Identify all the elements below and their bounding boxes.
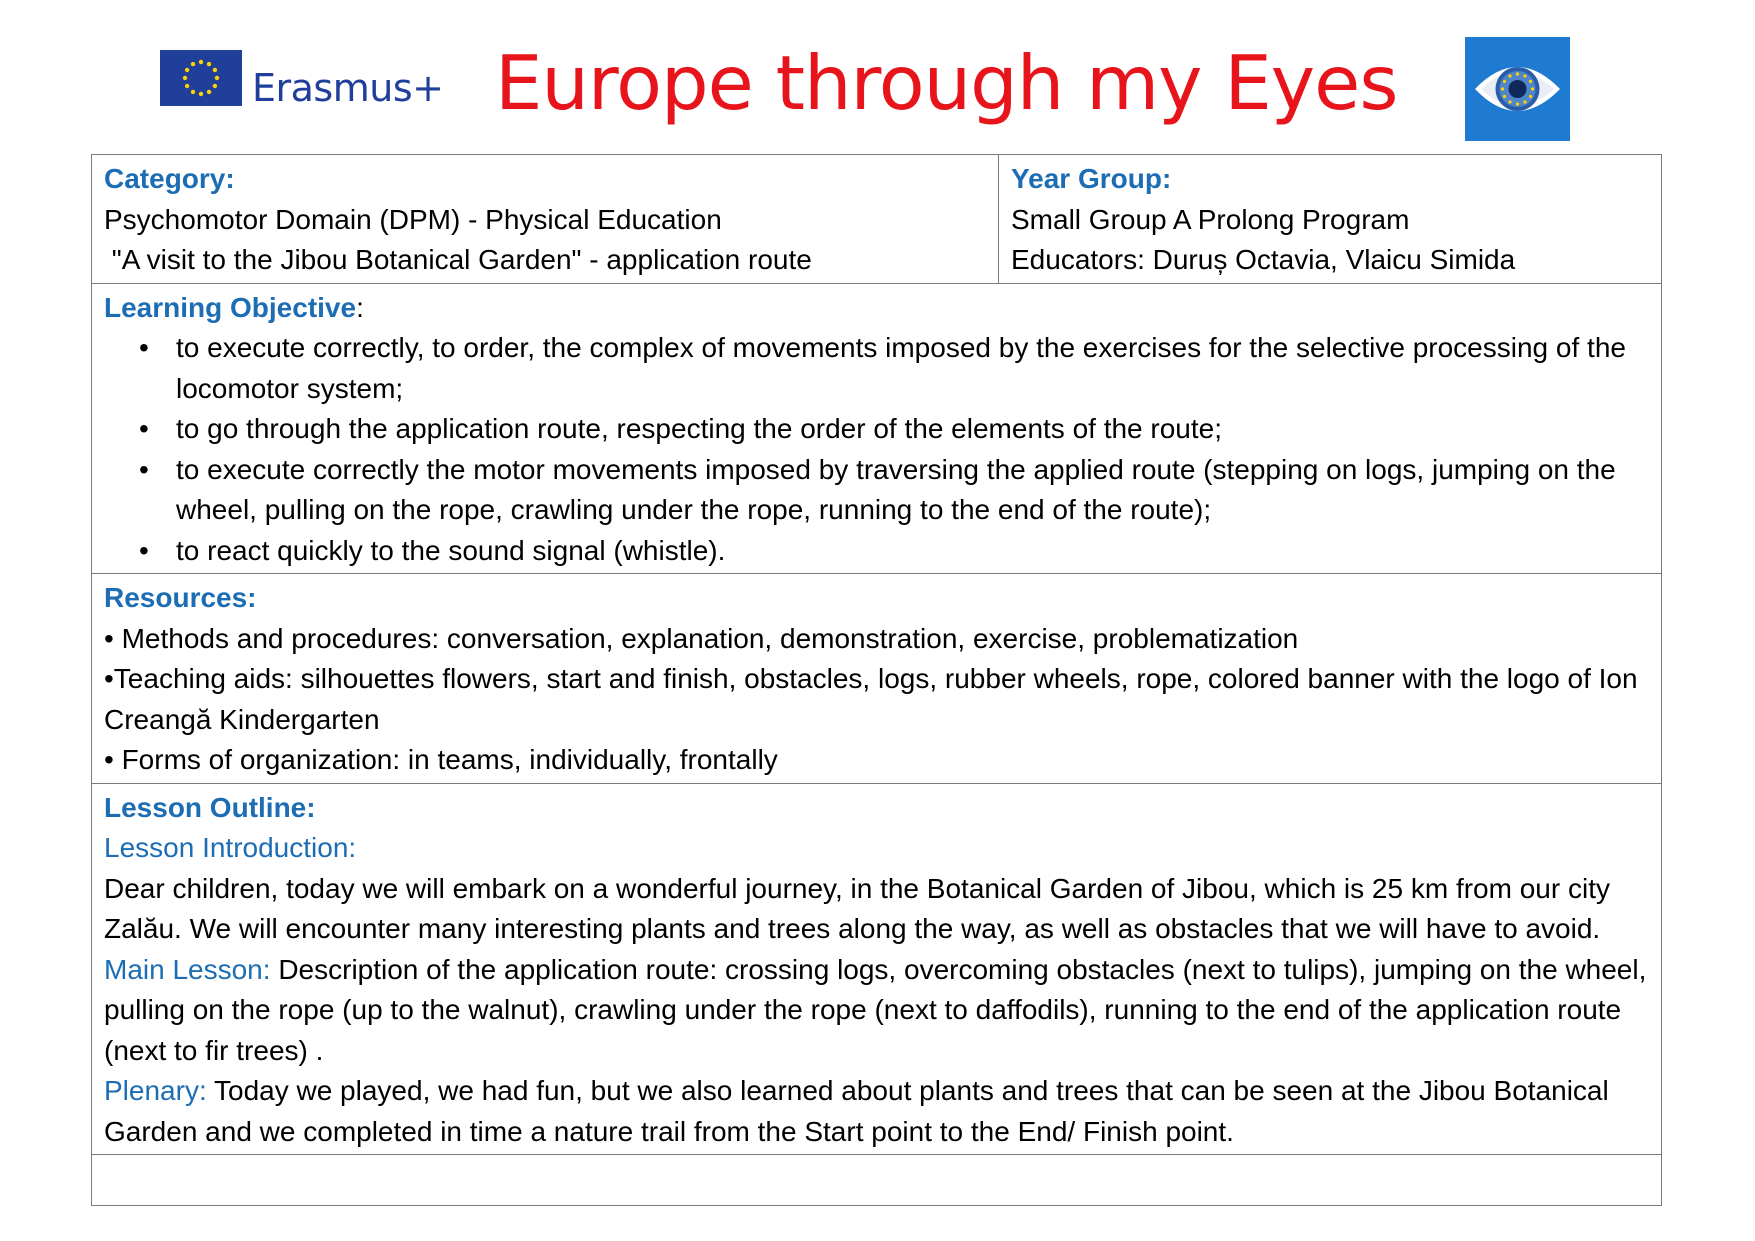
year-group-heading: Year Group: (1011, 163, 1172, 194)
learning-objective-cell (92, 283, 1662, 574)
empty-cell (92, 1155, 1662, 1206)
row-learning-objective (92, 283, 1662, 574)
lesson-intro-text: Dear children, today we will embark on a wonderful journey, in the Botanical Garden of Jibou, which is 25 km from our city Zalău. We will encounter many interesting plants and trees along the way, as well as obstacles that we will have to avoid. (104, 872, 1610, 944)
resources-line: • Forms of organization: in teams, individually, frontally (104, 744, 778, 775)
list-item: • to execute correctly the motor movements imposed by traversing the applied route (stepping on logs, jumping on the wheel, pulling on the rope, crawling under the rope, running to the end of the route); (176, 450, 1651, 531)
list-item: • to execute correctly, to order, the complex of movements imposed by the exercises for the selective processing of the locomotor system; (176, 328, 1651, 409)
main-lesson-text: Description of the application route: crossing logs, overcoming obstacles (next to tulips), jumping on the wheel, pulling on the rope (up to the walnut), crawling under the rope (next to daffodils), running to the end of the application route (next to fir trees) . (104, 953, 1647, 1066)
list-item: • to go through the application route, respecting the order of the elements of the route; (176, 409, 1651, 450)
year-group-line: Small Group A Prolong Program (1011, 203, 1410, 235)
category-line: Psychomotor Domain (DPM) - Physical Education (104, 203, 722, 235)
erasmus-brand-text: Erasmus+ (252, 66, 444, 110)
row-resources (92, 574, 1662, 784)
plenary-text: Today we played, we had fun, but we also learned about plants and trees that can be seen at the Jibou Botanical Garden and we completed in time a nature trail from the Start point to the End/ Finish point. (104, 1075, 1609, 1147)
main-lesson-label: Main Lesson: (104, 953, 271, 985)
page-title: Europe through my Eyes (495, 39, 1398, 127)
plenary-label: Plenary: (104, 1075, 207, 1106)
erasmus-logo (160, 50, 444, 110)
year-group-cell (999, 155, 1662, 284)
resources-line: • Methods and procedures: conversation, explanation, demonstration, exercise, problematization (104, 622, 1299, 654)
lesson-intro-label: Lesson Introduction: (104, 832, 357, 863)
lesson-outline-heading: Lesson Outline: (104, 791, 316, 823)
resources-line: •Teaching aids: silhouettes flowers, start and finish, obstacles, logs, rubber wheels, rope, colored banner with the logo of Ion Creangă Kindergarten (104, 663, 1638, 735)
eu-flag-icon (160, 50, 242, 106)
page-header (0, 0, 1755, 150)
row-category (92, 155, 1662, 284)
category-heading: Category: (104, 163, 235, 194)
row-lesson-outline (92, 783, 1662, 1155)
lesson-plan-table (91, 154, 1662, 1206)
objective-list (104, 328, 1651, 571)
row-empty (92, 1155, 1662, 1206)
learning-objective-colon: : (356, 291, 364, 323)
educators-line: Educators: Duruș Octavia, Vlaicu Simida (1011, 244, 1516, 275)
learning-objective-heading: Learning Objective (104, 291, 357, 323)
resources-heading: Resources: (104, 582, 257, 613)
resources-cell (92, 574, 1662, 784)
list-item: • to react quickly to the sound signal (whistle). (176, 531, 1651, 572)
category-cell (92, 155, 999, 284)
eye-logo-icon (1465, 37, 1570, 141)
lesson-outline-cell (92, 783, 1662, 1155)
category-line: "A visit to the Jibou Botanical Garden" - application route (104, 244, 812, 275)
